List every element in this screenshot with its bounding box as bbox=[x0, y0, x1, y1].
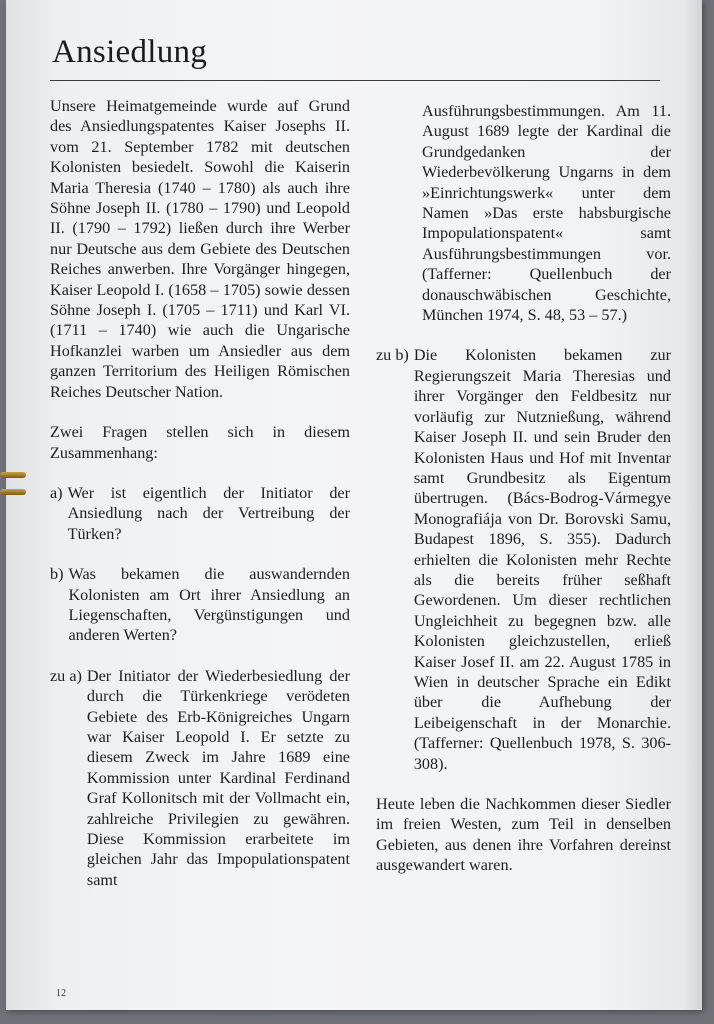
answer-a-text: Der Initiator der Wiederbesiedlung der durch die Türkenkriege verödeten Gebiete des Erb-Königreiches Ungarn war Kaiser Leopold I. Er setzte zu diesem Zweck im Jahre 1689 eine Kommission unter Kardinal Ferdinand Graf Kollonitsch mit der Vollmacht ein, zahlreiche Privilegien zu gewähren. Diese Kommission erarbeitete im gleichen Jahr das Impopulationspatent samt bbox=[86, 666, 350, 889]
answer-a-continued: Ausführungsbestimmungen. Am 11. August 1689 legte der Kardinal die Grundgedanken der Wiederbevölkerung Ungarns in dem »Einrichtungswerk« unter dem Namen »Das erste habsburgische Impopulationspatent« samt Ausführungsbestimmungen vor. (Tafferner: Quellenbuch der donauschwäbischen Geschichte, München 1974, S. 48, 53 – 57.) bbox=[422, 102, 671, 325]
right-column bbox=[376, 101, 671, 876]
question-a bbox=[50, 483, 350, 544]
question-b-label: b) bbox=[50, 565, 64, 584]
page-number: 12 bbox=[56, 988, 66, 999]
answer-b-text: Die Kolonisten bekamen zur Regierungszeit Maria Theresias und ihrer Vorgänger den Feldbesitz nur vorläufig zur Nutznießung, während Kaiser Joseph II. und sein Bruder den Kolonisten Haus und Hof mit Inventar samt Grundbesitz als Eigentum übertrugen. (Bács-Bodrog-Vármegye Monografiája von Dr. Borovski Samu, Budapest 1896, S. 355). Dadurch erhielten die Kolonisten mehr Rechte als die bereits früher seßhaft Gewordenen. Um dieser rechtlichen Ungleichheit zu begegnen bzw. alle Kolonisten gleichzustellen, erließ Kaiser Josef II. am 22. August 1785 in Wien in deutscher Sprache ein Edikt über die Aufhebung der Leibeigenschaft in der Monarchie. (Tafferner: Quellenbuch 1978, S. 306-308). bbox=[413, 346, 671, 773]
title-divider bbox=[50, 80, 660, 81]
intro-paragraph: Unsere Heimatgemeinde wurde auf Grund des Ansiedlungspatentes Kaiser Josephs II. vom 21. September 1782 mit deutschen Kolonisten besiedelt. Sowohl die Kaiserin Maria Theresia (1740 – 1780) als auch ihre Söhne Joseph II. (1780 – 1790) und Leopold II. (1790 – 1792) ließen durch ihre Werber nur Deutsche aus dem Gebiete des Deutschen Reiches anwerben. Ihre Vorgänger hingegen, Kaiser Leopold I. (1658 – 1705) sowie dessen Söhne Joseph I. (1705 – 1711) und Karl VI. (1711 – 1740) wie auch die Ungarische Hofkanzlei warben um Ansiedler aus dem ganzen Territorium des Heiligen Römischen Reiches Deutscher Nation. bbox=[50, 97, 350, 401]
page-title: Ansiedlung bbox=[52, 34, 208, 70]
binder-clip-top bbox=[0, 472, 26, 478]
binder-clip-bottom bbox=[0, 489, 26, 495]
question-intro-paragraph: Zwei Fragen stellen sich in diesem Zusammenhang: bbox=[50, 423, 350, 462]
answer-b bbox=[376, 345, 671, 774]
answer-a bbox=[50, 666, 350, 890]
answer-a-label: zu a) bbox=[50, 666, 82, 685]
book-page bbox=[6, 0, 702, 1010]
closing-paragraph: Heute leben die Nachkommen dieser Siedler im freien Westen, zum Teil in denselben Gebieten, aus denen ihre Vorfahren dereinst ausgewandert waren. bbox=[376, 795, 671, 875]
question-a-text: Wer ist eigentlich der Initiator der Ansiedlung nach der Vertreibung der Türken? bbox=[67, 483, 350, 543]
question-b-text: Was bekamen die auswandernden Kolonisten am Ort ihrer Ansiedlung an Liegenschaften, Vergünstigungen und anderen Werten? bbox=[68, 565, 350, 645]
left-column bbox=[50, 96, 350, 890]
question-a-label: a) bbox=[50, 483, 63, 502]
question-b bbox=[50, 564, 350, 646]
page-curve-shadow bbox=[684, 0, 702, 1010]
answer-b-label: zu b) bbox=[376, 346, 409, 365]
